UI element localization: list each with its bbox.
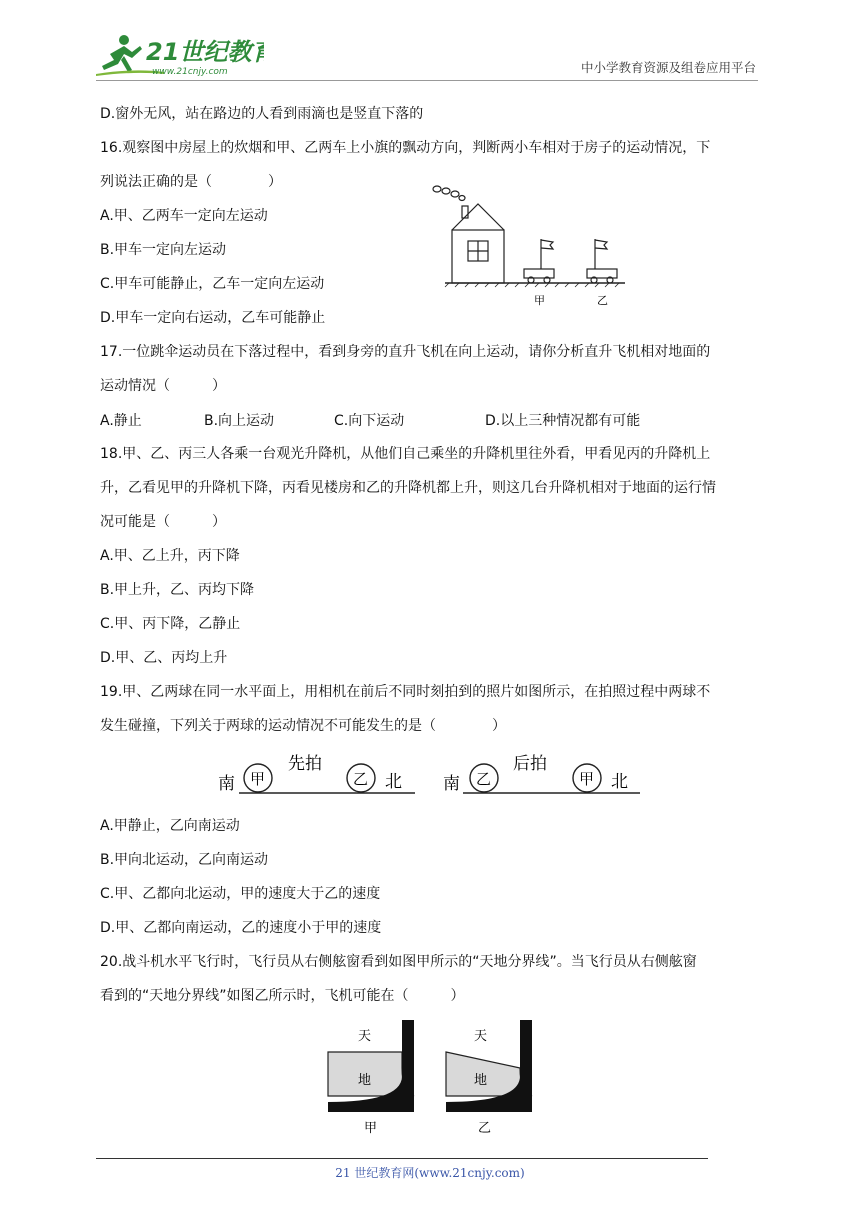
- south-label-before: 南: [218, 774, 235, 794]
- south-label-after: 南: [443, 774, 460, 794]
- ball-yi-after: 乙: [476, 770, 492, 788]
- q19-option-b: B.甲向北运动，乙向南运动: [100, 852, 269, 868]
- q16-stem-line1: 16.观察图中房屋上的炊烟和甲、乙两车上小旗的飘动方向，判断两小车相对于房子的运动情况，下: [100, 140, 711, 156]
- q17-option-c: C.向下运动: [334, 413, 405, 429]
- q19-option-c: C.甲、乙都向北运动，甲的速度大于乙的速度: [100, 886, 381, 902]
- ball-jia-before: 甲: [250, 770, 266, 788]
- q18-stem-line3: 况可能是（ ）: [100, 514, 226, 530]
- q20-stem-line1: 20.战斗机水平飞行时，飞行员从右侧舷窗看到如图甲所示的“天地分界线”。当飞行员从右侧舷窗: [100, 954, 697, 970]
- q19-stem-line2: 发生碰撞，下列关于两球的运动情况不可能发生的是（ ）: [100, 718, 506, 734]
- q18-option-d: D.甲、乙、丙均上升: [100, 650, 228, 666]
- q16-stem-line2: 列说法正确的是（ ）: [100, 174, 282, 190]
- q19-figure-balls: [215, 745, 645, 800]
- q17-option-d: D.以上三种情况都有可能: [485, 413, 641, 429]
- q20-stem-line2: 看到的“天地分界线”如图乙所示时，飞机可能在（ ）: [100, 988, 465, 1004]
- footer-divider: [96, 1158, 708, 1159]
- q15-option-d: D.窗外无风，站在路边的人看到雨滴也是竖直下落的: [100, 106, 424, 122]
- site-logo: [94, 30, 264, 80]
- sky-label-yi: 天: [474, 1029, 488, 1044]
- before-title: 先拍: [288, 754, 322, 774]
- q16-option-a: A.甲、乙两车一定向左运动: [100, 208, 268, 224]
- after-title: 后拍: [513, 754, 547, 774]
- ball-jia-after: 甲: [579, 770, 595, 788]
- car-label-yi: 乙: [597, 294, 608, 307]
- q17-stem-line1: 17.一位跳伞运动员在下落过程中，看到身旁的直升飞机在向上运动，请你分析直升飞机相对地面的: [100, 344, 711, 360]
- logo-text: 21世纪教育: [146, 38, 264, 66]
- q18-option-a: A.甲、乙上升，丙下降: [100, 548, 240, 564]
- q16-figure-house-cars: [425, 182, 635, 312]
- car-label-jia: 甲: [534, 294, 545, 307]
- north-label-before: 北: [385, 772, 402, 792]
- footer-text: 21 世纪教育网(www.21cnjy.com): [335, 1166, 525, 1180]
- q19-option-d: D.甲、乙都向南运动，乙的速度小于甲的速度: [100, 920, 382, 936]
- q19-option-a: A.甲静止，乙向南运动: [100, 818, 240, 834]
- q17-stem-line2: 运动情况（ ）: [100, 378, 226, 394]
- q16-option-d: D.甲车一定向右运动，乙车可能静止: [100, 310, 326, 326]
- q17-option-b: B.向上运动: [204, 413, 275, 429]
- header-platform-text: 中小学教育资源及组卷应用平台: [580, 60, 756, 75]
- logo-url: www.21cnjy.com: [152, 67, 228, 77]
- q19-stem-line1: 19.甲、乙两球在同一水平面上，用相机在前后不同时刻拍到的照片如图所示，在拍照过程中两球不: [100, 684, 711, 700]
- ball-yi-before: 乙: [353, 770, 369, 788]
- q18-stem-line2: 升，乙看见甲的升降机下降，丙看见楼房和乙的升降机都上升，则这几台升降机相对于地面的运行情: [100, 480, 716, 496]
- ground-label-yi: 地: [474, 1073, 488, 1088]
- q18-option-c: C.甲、丙下降，乙静止: [100, 616, 241, 632]
- ground-label-jia: 地: [358, 1073, 372, 1088]
- header-divider: [96, 80, 758, 81]
- q17-option-a: A.静止: [100, 413, 142, 429]
- window-label-yi: 乙: [478, 1121, 492, 1136]
- sky-label-jia: 天: [358, 1029, 372, 1044]
- q20-figure-horizon: [322, 1016, 537, 1141]
- q18-stem-line1: 18.甲、乙、丙三人各乘一台观光升降机，从他们自己乘坐的升降机里往外看，甲看见丙的升降机上: [100, 446, 711, 462]
- q16-option-b: B.甲车一定向左运动: [100, 242, 227, 258]
- q16-option-c: C.甲车可能静止，乙车一定向左运动: [100, 276, 325, 292]
- window-label-jia: 甲: [364, 1121, 378, 1136]
- north-label-after: 北: [611, 772, 628, 792]
- q18-option-b: B.甲上升，乙、丙均下降: [100, 582, 255, 598]
